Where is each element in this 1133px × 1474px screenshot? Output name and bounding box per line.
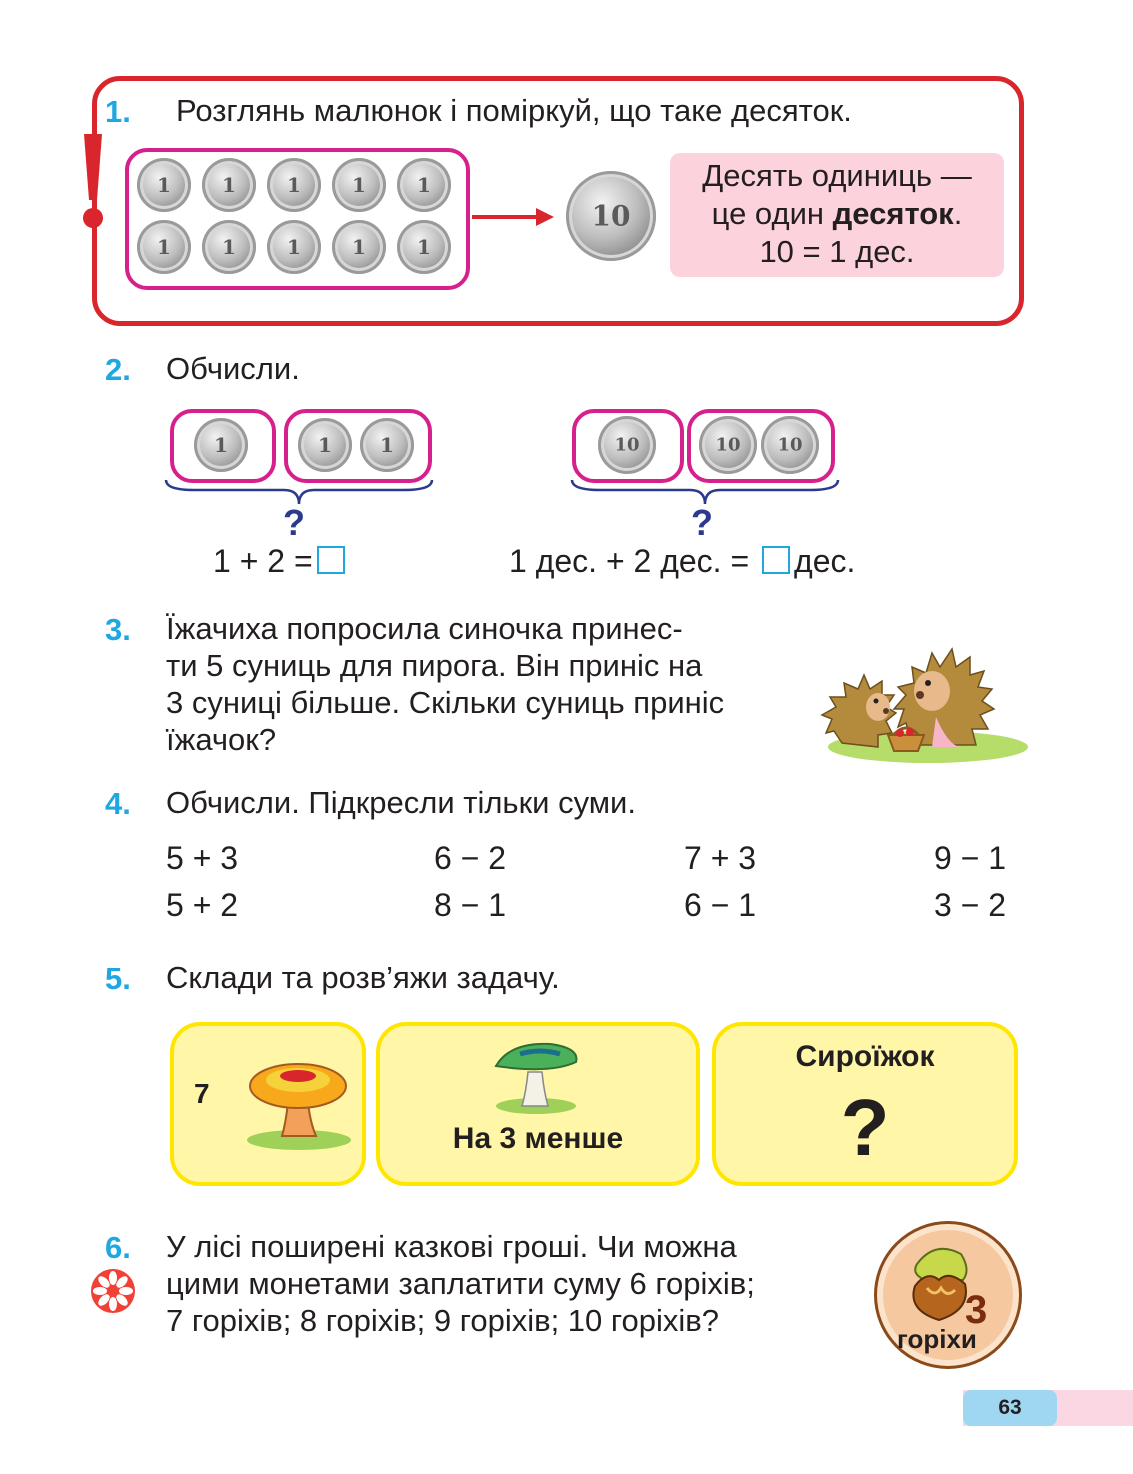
exclamation-icon (80, 132, 106, 232)
coin-10-hryvnia: 10 (699, 416, 757, 474)
box3-question: ? (840, 1083, 890, 1172)
coin-1-hryvnia: 1 (202, 220, 256, 274)
task3-text (166, 610, 800, 758)
expr-r2c3: 6 − 1 (684, 887, 757, 923)
one-coin-group (170, 409, 276, 483)
task6-line: У лісі поширені казкові гроші. Чи можна (166, 1229, 737, 1264)
green-mushroom-icon (490, 1036, 582, 1114)
orange-mushroom-icon (244, 1052, 354, 1152)
expr-r2c2: 8 − 1 (434, 887, 507, 923)
expr-r1c1: 5 + 3 (166, 840, 239, 876)
answer-box-right[interactable] (762, 546, 790, 574)
one-ten-coin-group (572, 409, 684, 483)
task6-line: 7 горіхів; 8 горіхів; 9 горіхів; 10 горіхів? (166, 1303, 719, 1338)
coin-10-hryvnia: 10 (761, 416, 819, 474)
question-mark-right: ? (691, 502, 713, 543)
task3-line: Їжачиха попросила синочка принес- (166, 611, 683, 646)
box2-label: На 3 менше (452, 1122, 624, 1155)
coin-10-hryvnia: 10 (566, 171, 656, 261)
ten-coins-group (125, 148, 470, 290)
question-mark-left: ? (283, 502, 305, 543)
coin-1-hryvnia: 1 (332, 158, 386, 212)
nut-coin-value: 3 (965, 1288, 988, 1332)
task6-number: 6. (105, 1230, 131, 1265)
box3-title: Сироїжок (795, 1040, 935, 1073)
coin-1-hryvnia: 1 (194, 418, 248, 472)
coin-1-hryvnia: 1 (360, 418, 414, 472)
nut-coin (874, 1221, 1022, 1369)
task6-line: цими монетами заплатити суму 6 горіхів; (166, 1266, 755, 1301)
expr-r1c2: 6 − 2 (434, 840, 507, 876)
coin-1-hryvnia: 1 (397, 220, 451, 274)
task3-line: ти 5 суниць для пирога. Він приніс на (166, 648, 703, 683)
expression-left: 1 + 2 = (213, 543, 349, 580)
task4-text: Обчисли. Підкресли тільки суми. (166, 785, 636, 820)
task6-text (166, 1228, 846, 1339)
task5-text: Склади та розв’яжи задачу. (166, 960, 560, 995)
page-number: 63 (963, 1390, 1057, 1426)
coin-1-hryvnia: 1 (397, 158, 451, 212)
definition-line-2: це один десяток. (711, 196, 963, 231)
coin-1-hryvnia: 1 (332, 220, 386, 274)
flower-icon (90, 1268, 136, 1314)
task1-number: 1. (105, 94, 131, 129)
definition-line-1: Десять одиниць — (702, 158, 972, 193)
task4-number: 4. (105, 786, 131, 821)
mushroom-box-3 (712, 1022, 1018, 1186)
coin-1-hryvnia: 1 (137, 158, 191, 212)
task3-number: 3. (105, 612, 131, 647)
coin-1-hryvnia: 1 (202, 158, 256, 212)
task2-number: 2. (105, 352, 131, 387)
mushroom-box-1 (170, 1022, 366, 1186)
box1-value: 7 (194, 1078, 210, 1109)
coin-1-hryvnia: 1 (267, 220, 321, 274)
coin-1-hryvnia: 1 (267, 158, 321, 212)
task1-text: Розглянь малюнок і поміркуй, що таке десяток. (176, 93, 852, 128)
two-ten-coins-group (687, 409, 835, 483)
nut-coin-label: горіхи (897, 1324, 977, 1354)
mushroom-box-2 (376, 1022, 700, 1186)
coin-1-hryvnia: 1 (137, 220, 191, 274)
expr-r2c4: 3 − 2 (934, 887, 1007, 923)
task3-line: 3 суниці більше. Скільки суниць приніс (166, 685, 725, 720)
task3-line: їжачок? (166, 722, 277, 757)
definition-line-3: 10 = 1 дес. (759, 234, 915, 269)
task2-text: Обчисли. (166, 351, 300, 386)
coin-1-hryvnia: 1 (298, 418, 352, 472)
expr-r1c4: 9 − 1 (934, 840, 1007, 876)
arrow-right-icon (470, 205, 556, 229)
task5-number: 5. (105, 961, 131, 996)
expr-r1c3: 7 + 3 (684, 840, 757, 876)
hedgehogs-illustration (820, 635, 1032, 767)
answer-box-left[interactable] (317, 546, 345, 574)
expression-right: 1 дес. + 2 дес. = дес. (509, 543, 856, 579)
two-coins-group (284, 409, 432, 483)
coin-10-hryvnia: 10 (598, 416, 656, 474)
definition-box (670, 153, 1004, 277)
expr-r2c1: 5 + 2 (166, 887, 239, 923)
